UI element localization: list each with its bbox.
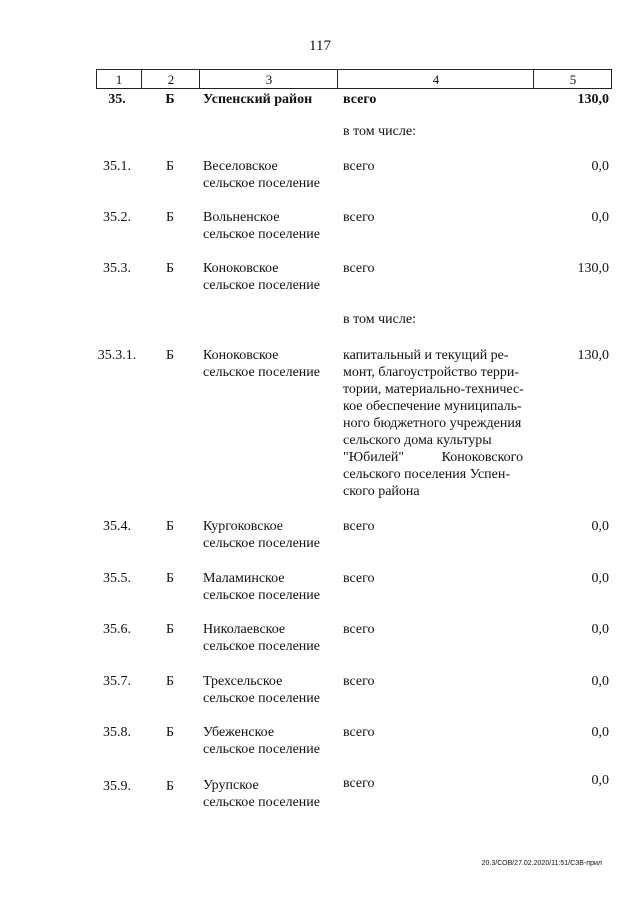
row-value: 0,0	[591, 674, 609, 689]
row-value: 130,0	[577, 261, 609, 276]
row-name-line-1: Маламинское	[203, 571, 285, 586]
row-number: 35.8.	[103, 725, 131, 740]
row-name	[203, 158, 339, 192]
description-line: тории, материально-техничес-	[343, 382, 524, 397]
row-value: 0,0	[591, 159, 609, 174]
row-name-line-2: сельское поселение	[203, 227, 320, 242]
row-name	[203, 570, 339, 604]
row-description: всего	[343, 622, 375, 637]
including-label: в том числе:	[343, 124, 416, 139]
row-description: всего	[343, 725, 375, 740]
description-line: сельского поселения Успен-	[343, 467, 511, 482]
row-category: Б	[165, 779, 175, 794]
row-value: 130,0	[577, 348, 609, 363]
header-col-1: 1	[115, 72, 123, 87]
row-name-line-1: Веселовское	[203, 159, 278, 174]
row-name-line-2: сельское поселение	[203, 588, 320, 603]
description-line: "Юбилей" Коноковского	[343, 450, 524, 465]
row-name	[203, 724, 339, 758]
description-line: капитальный и текущий ре-	[343, 348, 509, 363]
row-name	[203, 518, 339, 552]
row-value: 0,0	[591, 622, 609, 637]
row-name-line-2: сельское поселение	[203, 795, 320, 810]
row-name-line-1: Кургоковское	[203, 519, 283, 534]
row-name	[203, 621, 339, 655]
row-number: 35.4.	[103, 519, 131, 534]
description-line: кое обеспечение муниципаль-	[343, 399, 522, 414]
row-description: всего	[343, 261, 375, 276]
row-number: 35.7.	[103, 674, 131, 689]
row-value: 130,0	[577, 92, 609, 107]
row-category: Б	[165, 210, 175, 225]
description-line: монт, благоустройство терри-	[343, 365, 520, 380]
row-description-block	[343, 347, 531, 500]
including-label: в том числе:	[343, 312, 416, 327]
row-name-line-2: сельское поселение	[203, 176, 320, 191]
row-number: 35.1.	[103, 159, 131, 174]
row-name	[203, 260, 339, 294]
row-value: 0,0	[591, 773, 609, 788]
row-description: всего	[343, 210, 375, 225]
row-category: Б	[165, 519, 175, 534]
row-name-line-2: сельское поселение	[203, 536, 320, 551]
row-name-line-2: сельское поселение	[203, 639, 320, 654]
row-name-line-2: сельское поселение	[203, 742, 320, 757]
row-category: Б	[165, 261, 175, 276]
row-number: 35.9.	[103, 779, 131, 794]
row-name	[203, 347, 339, 381]
row-number: 35.2.	[103, 210, 131, 225]
row-category: Б	[165, 92, 175, 107]
row-name-line-2: сельское поселение	[203, 278, 320, 293]
header-col-5: 5	[533, 70, 612, 88]
row-number: 35.6.	[103, 622, 131, 637]
row-description: всего	[343, 674, 375, 689]
row-name-line-2: сельское поселение	[203, 365, 320, 380]
row-description: всего	[343, 776, 375, 791]
description-line: ского района	[343, 484, 420, 499]
row-category: Б	[165, 622, 175, 637]
header-col-3: 3	[199, 70, 338, 88]
page-number: 117	[309, 38, 331, 54]
row-name-line-1: Трехсельское	[203, 674, 283, 689]
table-header-row	[96, 69, 612, 89]
row-category: Б	[165, 159, 175, 174]
description-line: сельского дома культуры	[343, 433, 492, 448]
row-name-line-1: Убеженское	[203, 725, 275, 740]
header-col-4: 4	[337, 70, 534, 88]
footer-document-code: 20.3/СОВ/27.02.2020/11:51/СЗВ-прил	[481, 860, 602, 867]
header-col-2: 2	[141, 70, 200, 88]
row-name-line-1: Николаевское	[203, 622, 286, 637]
row-name-line-1: Коноковское	[203, 261, 279, 276]
row-description: всего	[343, 571, 375, 586]
row-category: Б	[165, 674, 175, 689]
row-number: 35.	[108, 92, 126, 107]
row-description: всего	[343, 92, 377, 107]
row-description: всего	[343, 159, 375, 174]
row-value: 0,0	[591, 571, 609, 586]
row-name: Успенский район	[203, 92, 313, 107]
row-category: Б	[165, 348, 175, 363]
row-name	[203, 673, 339, 707]
row-category: Б	[165, 571, 175, 586]
row-description: всего	[343, 519, 375, 534]
row-category: Б	[165, 725, 175, 740]
row-name-line-2: сельское поселение	[203, 691, 320, 706]
description-line: ного бюджетного учреждения	[343, 416, 522, 431]
row-value: 0,0	[591, 210, 609, 225]
row-value: 0,0	[591, 519, 609, 534]
row-number: 35.3.	[103, 261, 131, 276]
row-value: 0,0	[591, 725, 609, 740]
row-name-line-1: Урупское	[203, 778, 259, 793]
row-name	[203, 777, 339, 811]
row-number: 35.3.1.	[97, 348, 137, 363]
row-name	[203, 209, 339, 243]
row-name-line-1: Коноковское	[203, 348, 279, 363]
row-name-line-1: Вольненское	[203, 210, 280, 225]
row-number: 35.5.	[103, 571, 131, 586]
